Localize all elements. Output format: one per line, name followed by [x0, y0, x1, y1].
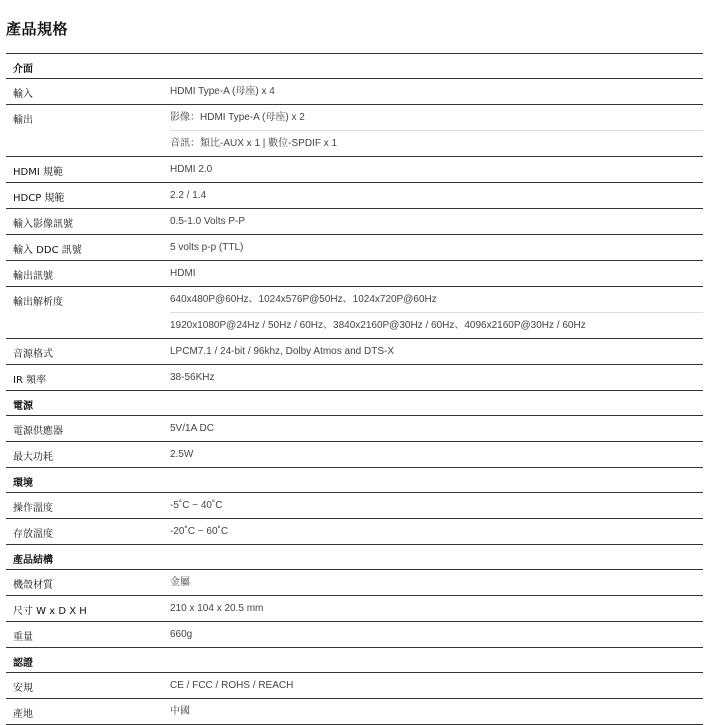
spec-value: 5 volts p-p (TTL) — [170, 242, 244, 253]
spec-label: 產地 — [13, 709, 33, 720]
spec-row — [6, 157, 703, 183]
spec-values — [170, 339, 703, 364]
spec-values — [170, 442, 703, 467]
spec-values — [170, 699, 703, 724]
section-title: 認證 — [13, 658, 33, 669]
spec-values — [170, 519, 703, 544]
spec-values — [170, 570, 703, 595]
spec-row — [6, 442, 703, 468]
spec-label: 輸入 DDC 訊號 — [13, 245, 82, 256]
spec-values — [170, 79, 703, 104]
spec-values — [170, 105, 703, 156]
spec-row — [6, 235, 703, 261]
spec-values — [170, 493, 703, 518]
spec-row — [6, 105, 703, 157]
spec-value: 5V/1A DC — [170, 423, 214, 434]
spec-row — [6, 79, 703, 105]
spec-value: 金屬 — [170, 577, 190, 588]
spec-row — [6, 261, 703, 287]
spec-values — [170, 287, 703, 338]
spec-label: 操作溫度 — [13, 503, 53, 514]
spec-row — [6, 570, 703, 596]
spec-label: 存放溫度 — [13, 529, 53, 540]
section-header-row — [6, 54, 703, 79]
spec-row — [6, 183, 703, 209]
section-header-row — [6, 468, 703, 493]
spec-values — [170, 157, 703, 182]
spec-label: 電源供應器 — [13, 426, 63, 437]
spec-row — [6, 339, 703, 365]
spec-label: 安規 — [13, 683, 33, 694]
spec-label: 輸出 — [13, 115, 33, 126]
spec-value: 2.2 / 1.4 — [170, 190, 207, 201]
spec-value: 210 x 104 x 20.5 mm — [170, 603, 264, 614]
spec-values — [170, 261, 703, 286]
spec-values — [170, 365, 703, 390]
spec-row — [6, 287, 703, 339]
spec-values — [170, 183, 703, 208]
spec-values — [170, 622, 703, 647]
spec-label: 機殼材質 — [13, 580, 53, 591]
spec-label: HDCP 規範 — [13, 193, 65, 204]
spec-label: 最大功耗 — [13, 452, 53, 463]
spec-row — [6, 699, 703, 725]
spec-row — [6, 493, 703, 519]
spec-value: HDMI 2.0 — [170, 164, 213, 175]
spec-value: 0.5-1.0 Volts P-P — [170, 216, 246, 227]
spec-value: 1920x1080P@24Hz / 50Hz / 60Hz、3840x2160P@30Hz / 60Hz、4096x2160P@30Hz / 60Hz — [170, 312, 703, 338]
spec-values — [170, 596, 703, 621]
spec-value: LPCM7.1 / 24-bit / 96khz, Dolby Atmos and DTS-X — [170, 346, 394, 357]
spec-value: 660g — [170, 629, 193, 640]
page-title: 產品規格 — [6, 20, 69, 38]
spec-row — [6, 365, 703, 391]
spec-row — [6, 622, 703, 648]
section-header-row — [6, 545, 703, 570]
spec-values — [170, 235, 703, 260]
section-header-row — [6, 648, 703, 673]
spec-label: IR 頻率 — [13, 375, 47, 386]
spec-label: 重量 — [13, 632, 33, 643]
spec-value: 影像：HDMI Type-A (母座) x 2 — [170, 112, 305, 123]
spec-table — [6, 53, 703, 725]
section-title: 產品結構 — [13, 555, 53, 566]
spec-value: 640x480P@60Hz、1024x576P@50Hz、1024x720P@60Hz — [170, 294, 437, 305]
spec-values — [170, 416, 703, 441]
spec-row — [6, 416, 703, 442]
spec-label: 尺寸 W x D X H — [13, 606, 87, 617]
spec-value: 音訊：類比-AUX x 1 | 數位-SPDIF x 1 — [170, 130, 703, 156]
section-title: 電源 — [13, 401, 33, 412]
spec-value: HDMI — [170, 268, 196, 279]
spec-value: -20˚C ~ 60˚C — [170, 526, 229, 537]
spec-value: 2.5W — [170, 449, 194, 460]
spec-row — [6, 519, 703, 545]
spec-label: 輸入影像訊號 — [13, 219, 73, 230]
spec-value: 中國 — [170, 706, 190, 717]
spec-row — [6, 673, 703, 699]
spec-label: 輸出訊號 — [13, 271, 53, 282]
section-header-row — [6, 391, 703, 416]
spec-label: 音源格式 — [13, 349, 53, 360]
spec-value: -5˚C ~ 40˚C — [170, 500, 223, 511]
spec-row — [6, 209, 703, 235]
spec-label: 輸入 — [13, 89, 33, 100]
spec-value: 38-56KHz — [170, 372, 215, 383]
spec-row — [6, 596, 703, 622]
section-title: 環境 — [13, 478, 33, 489]
spec-label: 輸出解析度 — [13, 297, 63, 308]
spec-value: CE / FCC / ROHS / REACH — [170, 680, 294, 691]
spec-label: HDMI 規範 — [13, 167, 63, 178]
section-title: 介面 — [13, 64, 33, 75]
spec-value: HDMI Type-A (母座) x 4 — [170, 86, 275, 97]
spec-values — [170, 209, 703, 234]
spec-values — [170, 673, 703, 698]
